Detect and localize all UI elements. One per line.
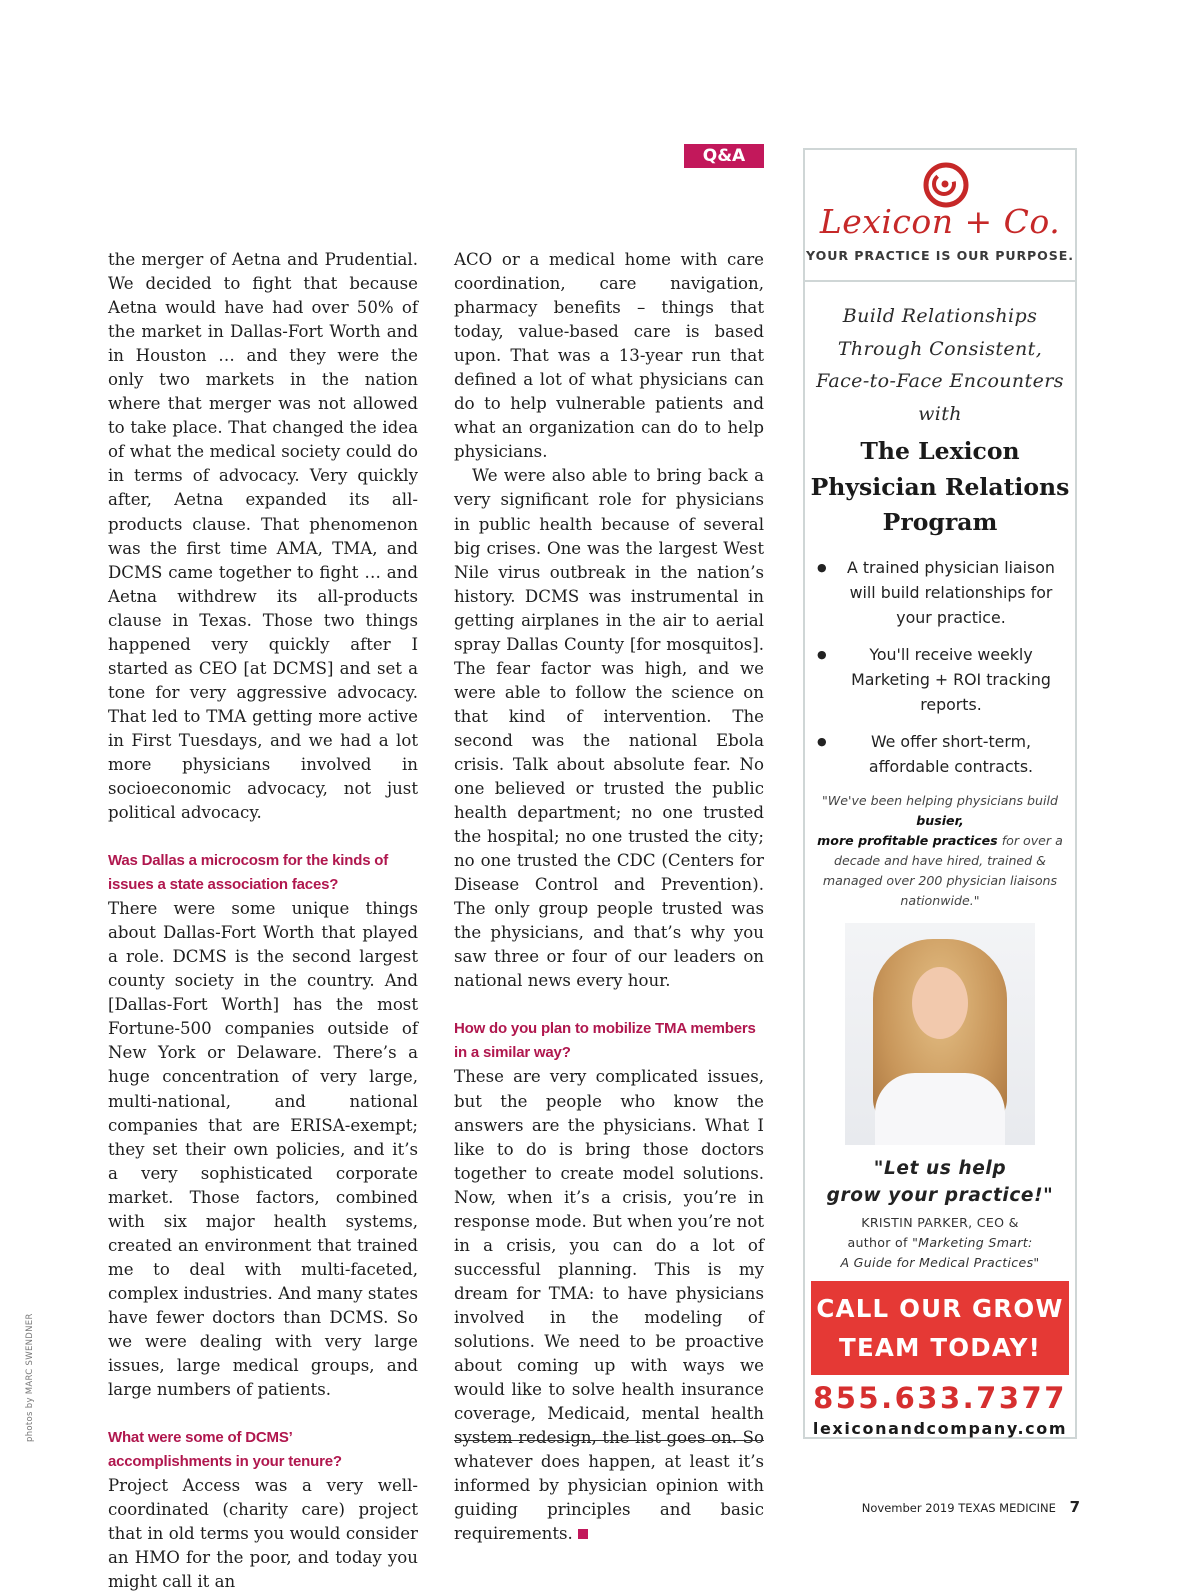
author-book-line [805,1253,1075,1273]
ad-slogan-line: "Let us help [873,1157,1007,1179]
ad-benefit-item: ● A trained physician liaison will build relationships for your practice. [805,555,1075,630]
portrait-shirt [875,1073,1005,1145]
ad-lead-line: Through Consistent, [837,337,1043,360]
ad-title-line: Program [882,508,998,536]
portrait-face [912,967,968,1039]
column1-paragraph-2: There were some unique things about Dallas-Fort Worth that played a role. DCMS is the second largest county society in the country. And [Dallas-Fort Worth] has the most Fortune-500 companies outside of New York or Delaware. There’s a huge concentration of very large, multi-national, and national companies that are ERISA-exempt; they set their own policies, and it’s a very sophisticated corporate market. Those factors, combined with six major health systems, created an environment that trained me to deal with multi-faceted, complex industries. And many states have fewer doctors than DCMS. So we were dealing with very large issues, large medical groups, and large numbers of patients. [108,899,418,1400]
ad-lead-text [805,300,1075,430]
author-book-title: "Marketing Smart: [912,1234,1033,1250]
footer-issue-date: November 2019 [861,1501,955,1515]
footer-publication: TEXAS MEDICINE [958,1501,1056,1515]
author-name: KRISTIN PARKER, CEO & [861,1214,1019,1230]
page-number: 7 [1069,1498,1080,1516]
author-prefix: author of [847,1234,913,1250]
ad-slogan [805,1155,1075,1209]
ad-lead-line: Face-to-Face Encounters [816,370,1064,392]
ad-phone-number[interactable]: 855.633.7377 [813,1380,1067,1415]
ad-lead-line: with [918,402,962,425]
end-of-article-mark [578,1529,588,1539]
cta-line: TEAM TODAY! [839,1332,1041,1362]
ad-title-line: Physician Relations [810,472,1070,501]
column2-paragraph-2: We were also able to bring back a very significant role for physicians in public health because of several big crises. One was the largest West Nile virus outbreak in the nation’s history. DCMS was instrumental in getting airplanes in the air to aerial spray Dallas County [for mosquitos]. The fear factor was high, and we were able to follow the science on that kind of intervention. The second was the national Ebola crisis. Talk about absolute fear. No one believed or trusted the public health department; no one trusted the hospital; no one trusted the city; no one trusted the CDC (Centers for Disease Control and Prevention). The only group people trusted was the physicians, and that’s why you saw three or four of our leaders on national news every hour. [454,466,764,991]
ad-benefit-item: ● We offer short-term, affordable contracts. [805,729,1075,779]
ad-slogan-line: grow your practice!" [826,1184,1054,1206]
article-column-2 [454,248,764,1546]
column1-paragraph-3: Project Access was a very well-coordinated (charity care) project that in old terms you would consider an HMO for the poor, and today you might call it an [108,1476,418,1592]
ad-author-credit [805,1213,1075,1273]
section-tag: Q&A [684,144,764,168]
question-heading: What were some of DCMS’ accomplishments in your tenure? [108,1429,342,1471]
ad-header [805,150,1075,282]
cta-line: CALL OUR GROW [816,1293,1064,1323]
column2-paragraph-1: ACO or a medical home with care coordination, care navigation, pharmacy benefits – things that today, value-based care is based upon. That was a 13-year run that defined a lot of what physicians can do to help vulnerable patients and what an organization can do to help physicians. [454,250,764,462]
ad-testimonial-quote [805,791,1075,911]
quote-emphasis: busier, [916,812,964,828]
ad-benefit-item: ● You'll receive weekly Marketing + ROI tracking reports. [805,642,1075,717]
column-end-rule [454,1440,764,1441]
column2-paragraph-3 [454,1065,764,1546]
ad-brand-name: Lexicon + Co. [819,202,1061,241]
column1-paragraph-1: the merger of Aetna and Prudential. We decided to fight that because Aetna would have had over 50% of the market in Dallas-Fort Worth and in Houston … and they were the only two markets in the nation where that merger was not allowed to take place. That changed the idea of what the medical society could do in terms of advocacy. Very quickly after, Aetna expanded its all-products clause. That phenomenon was the first time AMA, TMA, and DCMS came together to fight … and Aetna withdrew its all-products clause in Texas. Those two things happened very quickly after I started as CEO [at DCMS] and set a tone for very aggressive advocacy. That led to TMA getting more active in First Tuesdays, and we had a lot more physicians involved in socioeconomic advocacy, not just political advocacy. [108,250,418,823]
quote-text: for over a decade and have hired, trained & managed over 200 physician liaisons nationwide." [822,832,1063,908]
column2-paragraph-3-text: These are very complicated issues, but the people who know the answers are the physicians. What I like to do is bring those doctors together to create model solutions. Now, when it’s a crisis, you’re in response mode. But when you’re not in a crisis, you can do a lot of successful planning. This is my dream for TMA: to have physicians involved in the modeling of solutions. We need to be proactive about coming up with ways we would like to solve health insurance coverage, Medicaid, mental health system redesign, the list goes on. So whatever does happen, at least it’s informed by physician opinion with guiding principles and basic requirements. [454,1067,764,1544]
ad-program-title [805,434,1075,541]
photo-credit: photos by MARC SWENDNER [25,1313,35,1442]
author-book-line [805,1233,1075,1253]
question-heading: Was Dallas a microcosm for the kinds of issues a state association faces? [108,852,389,894]
ad-title-line: The Lexicon [860,437,1020,465]
ad-website-link[interactable]: lexiconandcompany.com [812,1418,1068,1438]
ad-benefit-list [805,555,1075,779]
ceo-portrait [845,923,1035,1145]
ad-lead-line: Build Relationships [842,305,1038,327]
lexicon-advertisement[interactable] [803,148,1077,1439]
article-column-1 [108,248,418,1594]
quote-emphasis: more profitable practices [817,832,998,848]
ad-tagline: YOUR PRACTICE IS OUR PURPOSE. [806,248,1074,263]
call-to-action-banner[interactable] [811,1281,1069,1375]
quote-text: "We've been helping physicians build [822,792,1058,808]
page-footer [862,1498,1080,1516]
question-heading: How do you plan to mobilize TMA members in a similar way? [454,1020,756,1062]
author-book-title: A Guide for Medical Practices" [840,1254,1040,1270]
